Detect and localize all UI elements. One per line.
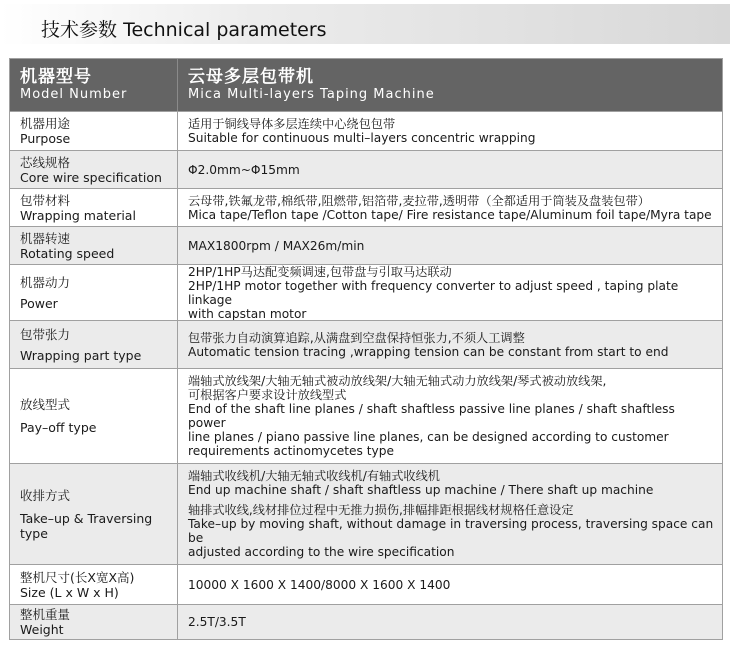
row-power bbox=[10, 264, 722, 320]
takeup-line-zh-1: 端轴式收线机/大轴无轴式收线机/有轴式收线机 bbox=[188, 469, 440, 483]
size-label bbox=[10, 565, 178, 604]
core-wire-label-en: Core wire specification bbox=[20, 169, 162, 185]
takeup-value bbox=[178, 464, 722, 564]
payoff-line-en-2: line planes / piano passive line planes, can be designed according to customer bbox=[188, 430, 669, 444]
payoff-value bbox=[178, 369, 722, 463]
wrapping-material-label-zh: 包带材料 bbox=[20, 192, 71, 208]
payoff-label-en: Pay–off type bbox=[20, 420, 97, 435]
weight-value-text: 2.5T/3.5T bbox=[188, 615, 246, 629]
table-header-row bbox=[10, 59, 722, 111]
takeup-label bbox=[10, 464, 178, 564]
size-label-zh: 整机尺寸(长X宽X高) bbox=[20, 569, 135, 585]
purpose-label bbox=[10, 112, 178, 150]
wrapping-part-line-zh: 包带张力自动演算追踪,从满盘到空盘保持恒张力,不须人工调整 bbox=[188, 330, 525, 345]
payoff-line-zh-1: 端轴式放线架/大轴无轴式被动放线架/大轴无轴式动力放线架/琴式被动放线架, bbox=[188, 374, 607, 388]
core-wire-value bbox=[178, 151, 722, 188]
header-value-zh: 云母多层包带机 bbox=[188, 67, 314, 87]
takeup-label-zh: 收排方式 bbox=[20, 487, 71, 503]
header-label-cell bbox=[10, 59, 178, 111]
wrapping-part-label-zh: 包带张力 bbox=[20, 326, 71, 342]
section-title-zh: 技术参数 bbox=[41, 19, 118, 41]
takeup-line-en-3: adjusted according to the wire specification bbox=[188, 545, 455, 559]
section-title-en: Technical parameters bbox=[123, 19, 327, 41]
rotating-speed-label bbox=[10, 227, 178, 264]
row-size bbox=[10, 564, 722, 604]
purpose-label-zh: 机器用途 bbox=[20, 116, 71, 131]
wrapping-material-line-en: Mica tape/Teflon tape /Cotton tape/ Fire resistance tape/Aluminum foil tape/Myra tape bbox=[188, 207, 712, 222]
purpose-value bbox=[178, 112, 722, 150]
purpose-line-en: Suitable for continuous multi–layers concentric wrapping bbox=[188, 131, 536, 145]
rotating-speed-value bbox=[178, 227, 722, 264]
core-wire-label-zh: 芯线规格 bbox=[20, 154, 71, 170]
header-label-en: Model Number bbox=[20, 87, 128, 102]
payoff-label-zh: 放线型式 bbox=[20, 397, 71, 412]
core-wire-value-text: Φ2.0mm~Φ15mm bbox=[188, 162, 300, 177]
header-value-en: Mica Multi-layers Taping Machine bbox=[188, 87, 435, 102]
header-value-cell bbox=[178, 59, 722, 111]
takeup-line-zh-2: 轴排式收线,线材排位过程中无推力损伤,排幅排距根据线材规格任意设定 bbox=[188, 503, 574, 517]
weight-label-zh: 整机重量 bbox=[20, 607, 71, 622]
row-wrapping-part bbox=[10, 320, 722, 368]
wrapping-part-label-en: Wrapping part type bbox=[20, 347, 142, 363]
wrapping-material-label-en: Wrapping material bbox=[20, 207, 136, 223]
power-label-en: Power bbox=[20, 295, 58, 311]
wrapping-part-label bbox=[10, 321, 178, 368]
row-payoff bbox=[10, 368, 722, 463]
takeup-line-en-2: Take–up by moving shaft, without damage in traversing process, traversing space can be bbox=[188, 517, 714, 545]
row-takeup bbox=[10, 463, 722, 564]
wrapping-material-line-zh: 云母带,铁氟龙带,棉纸带,阻燃带,铝箔带,麦拉带,透明带（全都适用于筒装及盘装包带） bbox=[188, 193, 650, 208]
purpose-label-en: Purpose bbox=[20, 131, 71, 146]
size-label-en: Size (L x W x H) bbox=[20, 584, 119, 600]
header-label-zh: 机器型号 bbox=[20, 67, 92, 87]
spec-table bbox=[9, 58, 723, 640]
wrapping-material-value bbox=[178, 189, 722, 226]
weight-value bbox=[178, 605, 722, 639]
section-header bbox=[0, 4, 730, 44]
weight-label bbox=[10, 605, 178, 639]
payoff-line-zh-2: 可根据客户要求设计放线型式 bbox=[188, 388, 347, 402]
wrapping-material-label bbox=[10, 189, 178, 226]
row-purpose bbox=[10, 111, 722, 150]
weight-label-en: Weight bbox=[20, 622, 64, 637]
core-wire-label bbox=[10, 151, 178, 188]
power-line-en-2: with capstan motor bbox=[188, 306, 307, 321]
payoff-line-en-3: requirements actinomycetes type bbox=[188, 444, 394, 458]
wrapping-part-value bbox=[178, 321, 722, 368]
payoff-line-en-1: End of the shaft line planes / shaft shaftless passive line planes / shaft shaftless power bbox=[188, 402, 675, 430]
row-weight bbox=[10, 604, 722, 639]
row-wrapping-material bbox=[10, 188, 722, 226]
power-line-zh: 2HP/1HP马达配变频调速,包带盘与引取马达联动 bbox=[188, 264, 452, 279]
power-label bbox=[10, 265, 178, 320]
section-title bbox=[41, 15, 327, 42]
size-value-text: 10000 X 1600 X 1400/8000 X 1600 X 1400 bbox=[188, 577, 451, 592]
power-line-en-1: 2HP/1HP motor together with frequency converter to adjust speed , taping plate linkage bbox=[188, 278, 679, 307]
takeup-line-en-1: End up machine shaft / shaft shaftless up machine / There shaft up machine bbox=[188, 483, 654, 497]
takeup-label-en: Take–up & Traversing type bbox=[20, 510, 153, 541]
power-label-zh: 机器动力 bbox=[20, 274, 71, 290]
power-value bbox=[178, 265, 722, 320]
row-rotating-speed bbox=[10, 226, 722, 264]
purpose-line-zh: 适用于铜线导体多层连续中心绕包包带 bbox=[188, 117, 396, 131]
rotating-speed-value-text: MAX1800rpm / MAX26m/min bbox=[188, 238, 365, 253]
payoff-label bbox=[10, 369, 178, 463]
row-core-wire bbox=[10, 150, 722, 188]
rotating-speed-label-en: Rotating speed bbox=[20, 245, 115, 261]
rotating-speed-label-zh: 机器转速 bbox=[20, 230, 71, 246]
size-value bbox=[178, 565, 722, 604]
wrapping-part-line-en: Automatic tension tracing ,wrapping tension can be constant from start to end bbox=[188, 344, 669, 359]
